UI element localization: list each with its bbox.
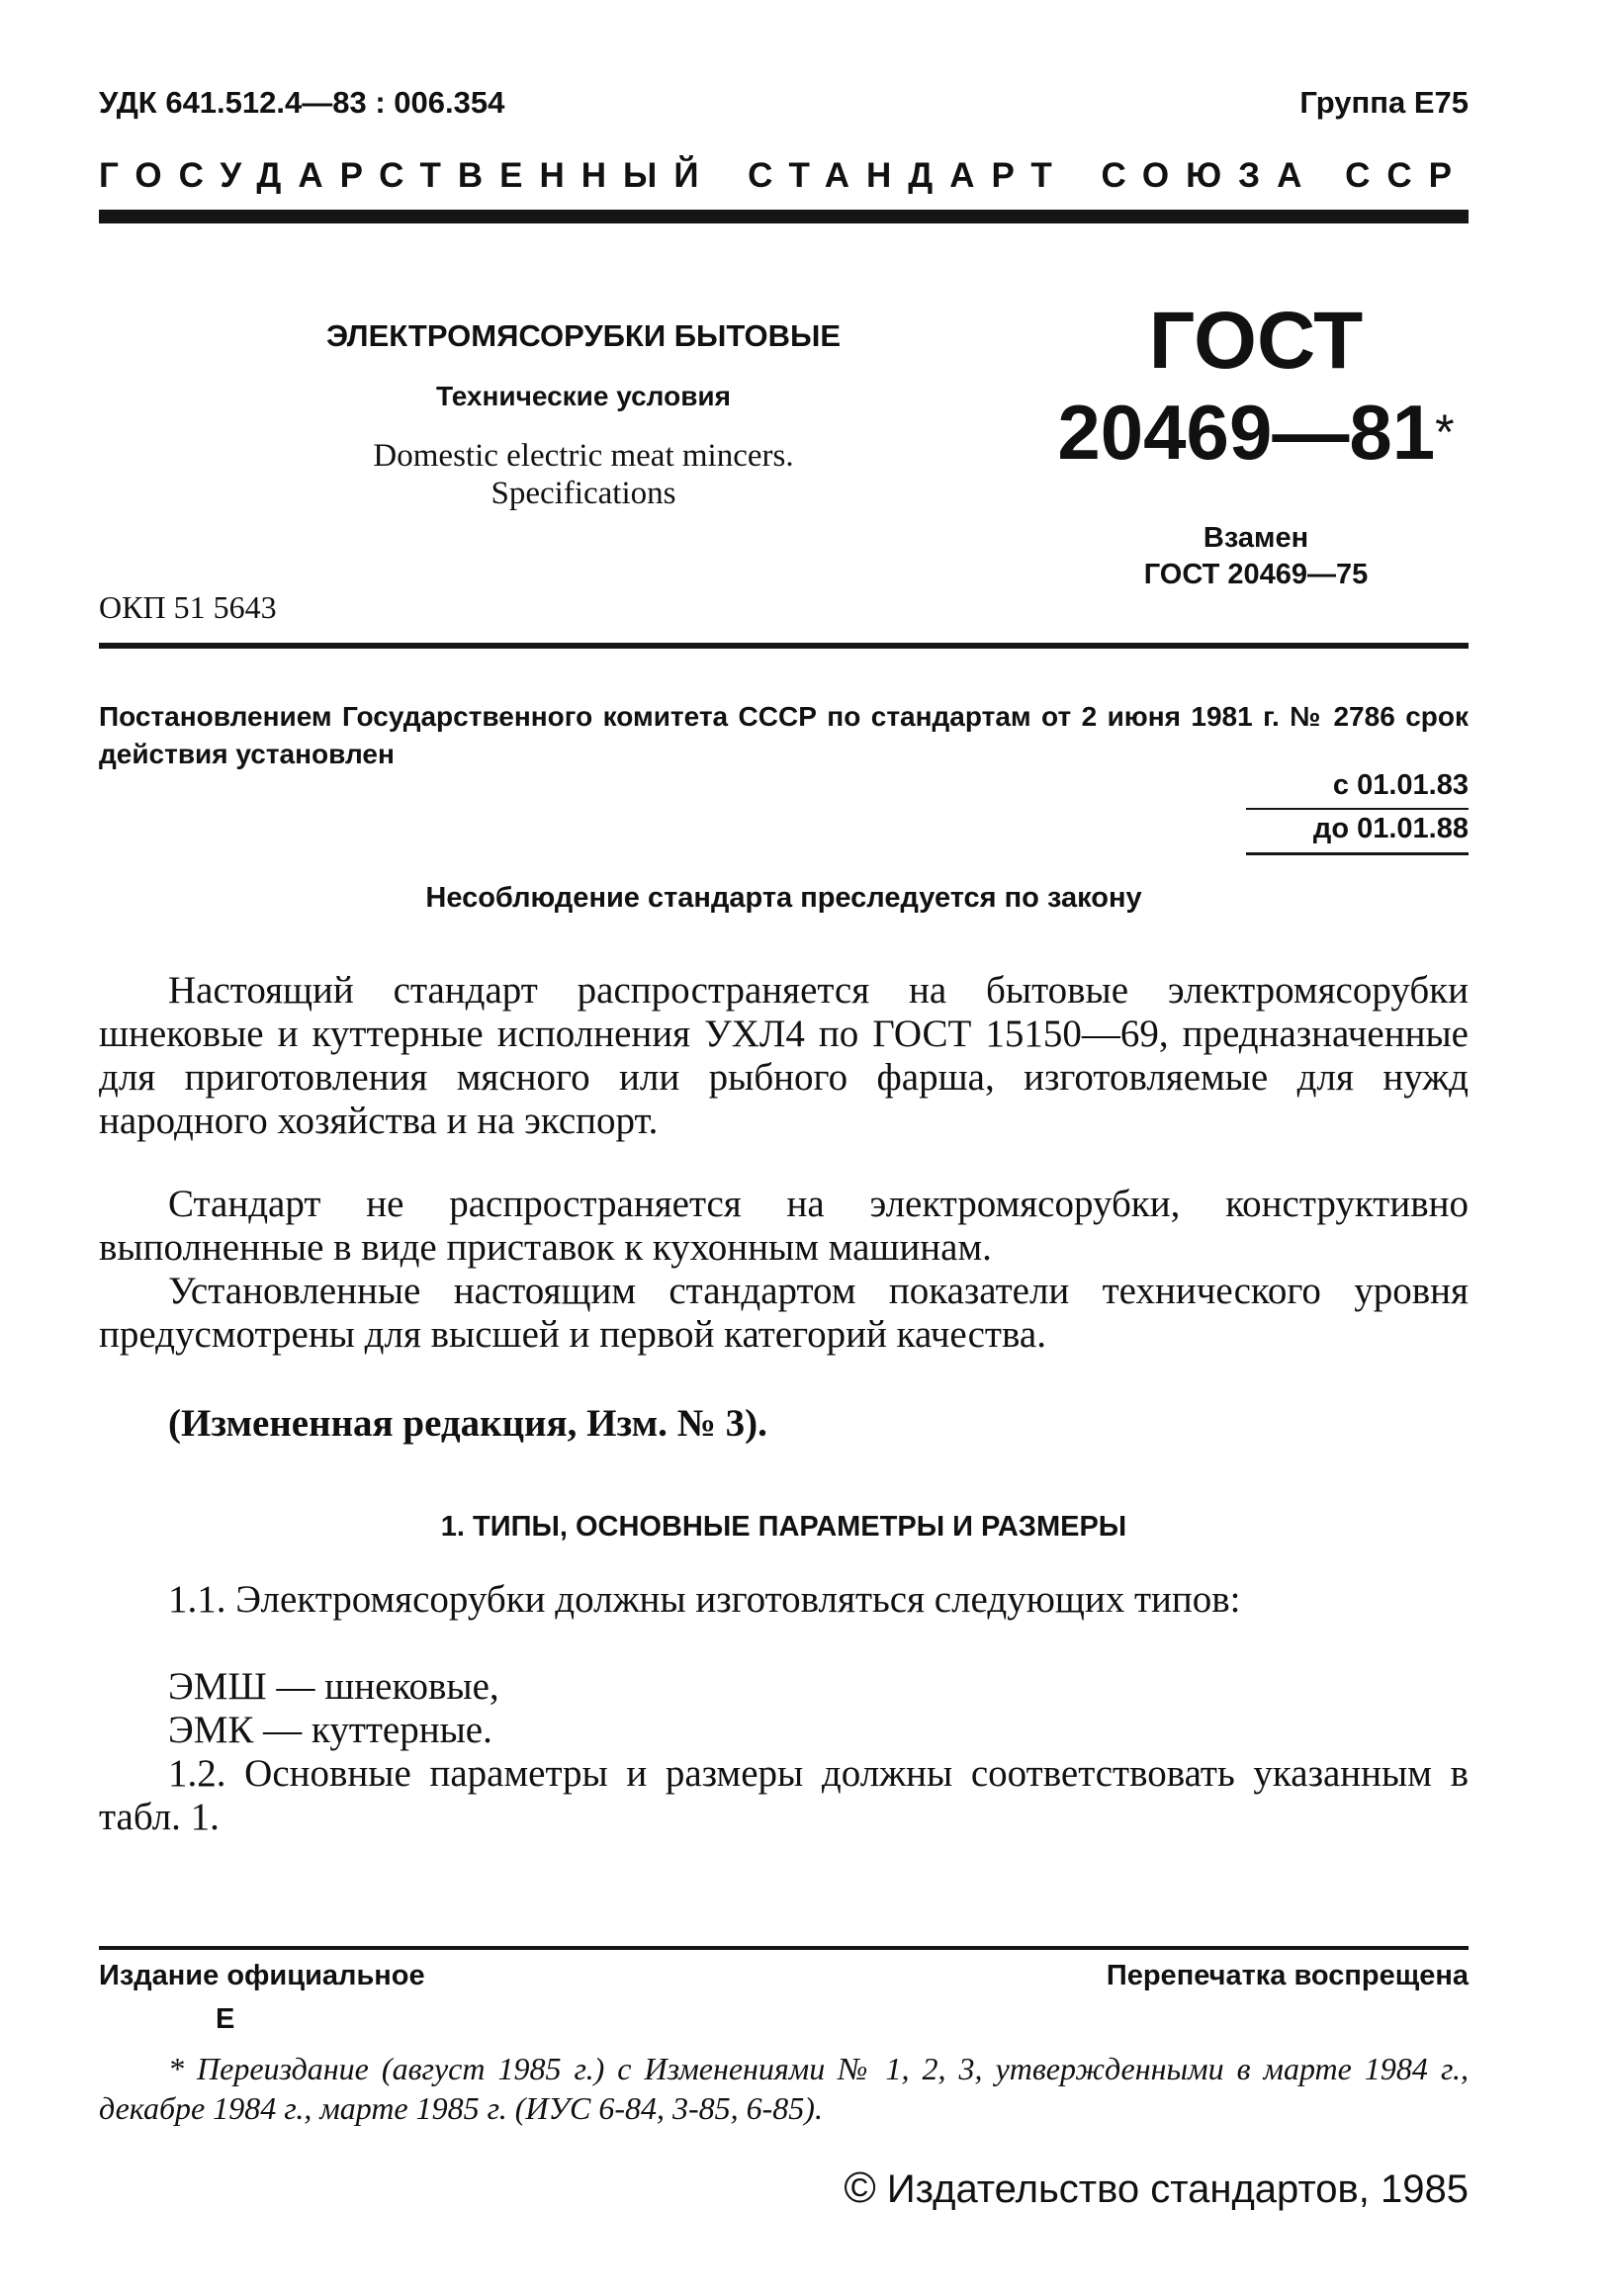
clause-1-1: 1.1. Электромясорубки должны изготовляться следующих типов: (168, 1578, 1241, 1621)
body-paragraph-1: Настоящий стандарт распространяется на бытовые электромясорубки шнековые и куттерные исполнения УХЛ4 по ГОСТ 15150—69, предназначенные для приготовления мясного или рыбного фарша, изготовляемые для нужд народного хозяйства и на экспорт. (99, 969, 1469, 1142)
group-code: Группа Е75 (1299, 85, 1469, 120)
validity-rule-2 (1246, 852, 1469, 855)
body-paragraph-2: Стандарт не распространяется на электромясорубки, конструктивно выполненные в виде приставок к кухонным машинам. (99, 1183, 1469, 1269)
replaces-label: Взамен (1203, 522, 1309, 554)
document-subtitle: Технические условия (436, 381, 731, 411)
section-heading: 1. ТИПЫ, ОСНОВНЫЕ ПАРАМЕТРЫ И РАЗМЕРЫ (440, 1511, 1127, 1543)
gost-number-text: 20469—81 (1057, 389, 1436, 476)
english-title-line-2: Specifications (490, 476, 676, 511)
okp-code: ОКП 51 5643 (99, 589, 277, 625)
edition-label: Издание официальное (99, 1960, 425, 1991)
standard-banner (99, 156, 1469, 196)
footer-rule (99, 1946, 1469, 1950)
type-emk: ЭМК — куттерные. (168, 1709, 492, 1751)
clause-1-2: 1.2. Основные параметры и размеры должны соответствовать указанным в табл. 1. (99, 1752, 1469, 1838)
publisher-copyright (844, 2164, 1469, 2213)
legal-warning: Несоблюдение стандарта преследуется по закону (425, 882, 1142, 914)
validity-from: с 01.01.83 (1332, 769, 1469, 801)
body-paragraph-3: Установленные настоящим стандартом показатели технического уровня предусмотрены для высшей и первой категорий качества. (99, 1270, 1469, 1356)
reprint-notice: Перепечатка воспрещена (1106, 1960, 1469, 1991)
gost-number (1048, 388, 1464, 477)
replaces-standard: ГОСТ 20469—75 (1143, 559, 1369, 590)
publisher-text: Издательство стандартов, 1985 (886, 2167, 1469, 2211)
english-title (267, 437, 900, 512)
edition-letter: Е (216, 2003, 235, 2035)
gost-star: * (1435, 404, 1455, 460)
english-title-line-1: Domestic electric meat mincers. (373, 438, 794, 474)
document-title: ЭЛЕКТРОМЯСОРУБКИ БЫТОВЫЕ (325, 318, 842, 353)
amendment-note: (Измененная редакция, Изм. № 3). (168, 1402, 767, 1445)
validity-rule-1 (1246, 808, 1469, 810)
header-rule (99, 210, 1469, 223)
udk-code: УДК 641.512.4—83 : 006.354 (99, 85, 505, 120)
banner-word-1: ГОСУДАРСТВЕННЫЙ (99, 156, 716, 195)
type-emsh: ЭМШ — шнековые, (168, 1665, 499, 1708)
banner-word-2: СТАНДАРТ (748, 156, 1069, 195)
reissue-footnote: * Переиздание (август 1985 г.) с Изменениями № 1, 2, 3, утвержденными в марте 1984 г., декабре 1984 г., марте 1985 г. (ИУС 6-84, 3-85, 6-85). (99, 2051, 1469, 2126)
copyright-icon: © (844, 2164, 876, 2212)
gost-label: ГОСТ (1148, 296, 1364, 386)
banner-word-3: СОЮЗА ССР (1101, 156, 1469, 195)
validity-to: до 01.01.88 (1312, 813, 1469, 844)
title-rule (99, 643, 1469, 649)
decree-text: Постановлением Государственного комитета СССР по стандартам от 2 июня 1981 г. № 2786 срок действия установлен (99, 701, 1469, 769)
